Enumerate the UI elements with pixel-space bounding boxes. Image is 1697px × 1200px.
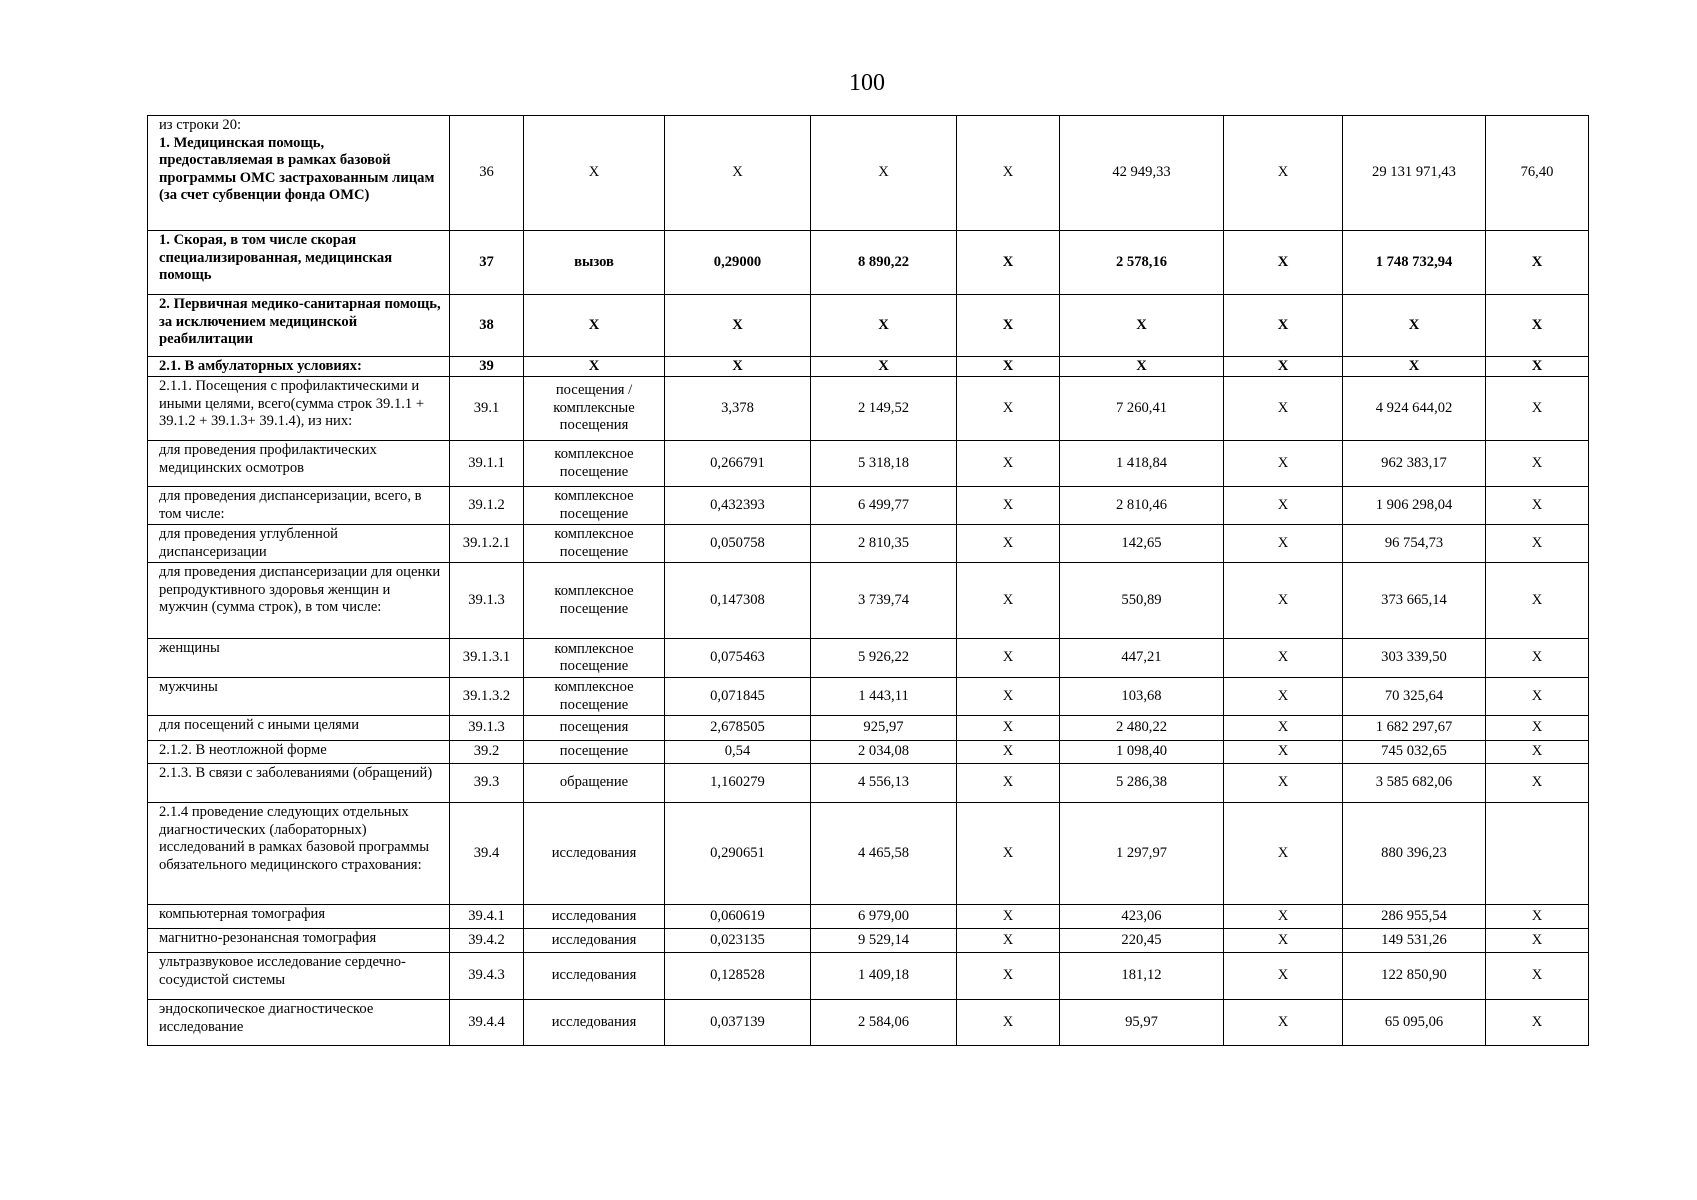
x-cell-a: Х xyxy=(957,441,1060,487)
cost-norm-cell: 1 409,18 xyxy=(811,953,957,1000)
data-table xyxy=(147,115,1589,1046)
cost-norm-cell: Х xyxy=(811,116,957,231)
share-cell: Х xyxy=(1486,764,1589,803)
share-cell: Х xyxy=(1486,953,1589,1000)
row-label-cell: мужчины xyxy=(148,678,450,716)
per-capita-cell: 1 418,84 xyxy=(1060,441,1224,487)
cost-norm-cell: 2 149,52 xyxy=(811,377,957,441)
total-cost-cell: 70 325,64 xyxy=(1343,678,1486,716)
row-number-cell: 39.4 xyxy=(450,803,524,905)
total-cost-cell: 96 754,73 xyxy=(1343,525,1486,563)
cost-norm-cell: 925,97 xyxy=(811,716,957,741)
x-cell-b: Х xyxy=(1224,231,1343,295)
row-label-cell: 2.1. В амбулаторных условиях: xyxy=(148,357,450,377)
per-capita-cell: 1 297,97 xyxy=(1060,803,1224,905)
total-cost-cell: 1 748 732,94 xyxy=(1343,231,1486,295)
row-label-cell: для посещений с иными целями xyxy=(148,716,450,741)
total-cost-cell: 303 339,50 xyxy=(1343,639,1486,678)
total-cost-cell: Х xyxy=(1343,295,1486,357)
total-cost-cell: Х xyxy=(1343,357,1486,377)
row-number-cell: 39.1.1 xyxy=(450,441,524,487)
total-cost-cell: 880 396,23 xyxy=(1343,803,1486,905)
volume-norm-cell: 0,023135 xyxy=(665,929,811,953)
table-row xyxy=(148,295,1589,357)
row-number-cell: 39.1.3 xyxy=(450,563,524,639)
row-label-cell: ультразвуковое исследование сердечно-сосудистой системы xyxy=(148,953,450,1000)
volume-norm-cell: 0,037139 xyxy=(665,1000,811,1046)
row-label-cell: эндоскопическое диагностическое исследование xyxy=(148,1000,450,1046)
x-cell-a: Х xyxy=(957,295,1060,357)
table-row xyxy=(148,116,1589,231)
unit-cell: комплексное посещение xyxy=(524,525,665,563)
unit-cell: комплексное посещение xyxy=(524,487,665,525)
share-cell xyxy=(1486,803,1589,905)
share-cell: Х xyxy=(1486,525,1589,563)
x-cell-b: Х xyxy=(1224,803,1343,905)
unit-cell: исследования xyxy=(524,1000,665,1046)
x-cell-a: Х xyxy=(957,803,1060,905)
x-cell-a: Х xyxy=(957,741,1060,764)
per-capita-cell: 550,89 xyxy=(1060,563,1224,639)
table-row xyxy=(148,639,1589,678)
per-capita-cell: 95,97 xyxy=(1060,1000,1224,1046)
per-capita-cell: 220,45 xyxy=(1060,929,1224,953)
total-cost-cell: 286 955,54 xyxy=(1343,905,1486,929)
per-capita-cell: Х xyxy=(1060,295,1224,357)
share-cell: Х xyxy=(1486,639,1589,678)
row-number-cell: 36 xyxy=(450,116,524,231)
unit-cell: комплексное посещение xyxy=(524,563,665,639)
x-cell-b: Х xyxy=(1224,487,1343,525)
x-cell-b: Х xyxy=(1224,953,1343,1000)
cost-norm-cell: 2 810,35 xyxy=(811,525,957,563)
row-number-cell: 38 xyxy=(450,295,524,357)
volume-norm-cell: 0,147308 xyxy=(665,563,811,639)
row-number-cell: 39.4.3 xyxy=(450,953,524,1000)
x-cell-b: Х xyxy=(1224,1000,1343,1046)
share-cell: Х xyxy=(1486,441,1589,487)
share-cell: Х xyxy=(1486,929,1589,953)
total-cost-cell: 122 850,90 xyxy=(1343,953,1486,1000)
volume-norm-cell: 0,128528 xyxy=(665,953,811,1000)
volume-norm-cell: 1,160279 xyxy=(665,764,811,803)
per-capita-cell: 2 578,16 xyxy=(1060,231,1224,295)
unit-cell: комплексное посещение xyxy=(524,639,665,678)
unit-cell: комплексное посещение xyxy=(524,678,665,716)
unit-cell: Х xyxy=(524,295,665,357)
x-cell-b: Х xyxy=(1224,764,1343,803)
per-capita-cell: 103,68 xyxy=(1060,678,1224,716)
share-cell: 76,40 xyxy=(1486,116,1589,231)
total-cost-cell: 149 531,26 xyxy=(1343,929,1486,953)
page-number: 100 xyxy=(849,70,885,96)
row-number-cell: 39.1.3 xyxy=(450,716,524,741)
x-cell-b: Х xyxy=(1224,357,1343,377)
cost-norm-cell: 6 979,00 xyxy=(811,905,957,929)
cost-norm-cell: 1 443,11 xyxy=(811,678,957,716)
volume-norm-cell: 0,075463 xyxy=(665,639,811,678)
share-cell: Х xyxy=(1486,678,1589,716)
per-capita-cell: 2 810,46 xyxy=(1060,487,1224,525)
x-cell-a: Х xyxy=(957,953,1060,1000)
unit-cell: Х xyxy=(524,116,665,231)
total-cost-cell: 4 924 644,02 xyxy=(1343,377,1486,441)
unit-cell: исследования xyxy=(524,803,665,905)
row-number-cell: 39.1.2.1 xyxy=(450,525,524,563)
x-cell-b: Х xyxy=(1224,377,1343,441)
unit-cell: исследования xyxy=(524,905,665,929)
volume-norm-cell: 0,54 xyxy=(665,741,811,764)
total-cost-cell: 1 906 298,04 xyxy=(1343,487,1486,525)
row-label-cell: 2.1.4 проведение следующих отдельных диагностических (лабораторных) исследований в рамках базовой программы обязательного медицинского страхования: xyxy=(148,803,450,905)
per-capita-cell: 42 949,33 xyxy=(1060,116,1224,231)
table-row xyxy=(148,525,1589,563)
table-row xyxy=(148,377,1589,441)
x-cell-a: Х xyxy=(957,764,1060,803)
cost-norm-cell: 8 890,22 xyxy=(811,231,957,295)
table-row xyxy=(148,716,1589,741)
unit-cell: Х xyxy=(524,357,665,377)
share-cell: Х xyxy=(1486,1000,1589,1046)
row-number-cell: 39.4.2 xyxy=(450,929,524,953)
row-label-cell: 2.1.3. В связи с заболеваниями (обращений) xyxy=(148,764,450,803)
per-capita-cell: Х xyxy=(1060,357,1224,377)
total-cost-cell: 1 682 297,67 xyxy=(1343,716,1486,741)
table-row xyxy=(148,741,1589,764)
x-cell-b: Х xyxy=(1224,678,1343,716)
table-row xyxy=(148,357,1589,377)
x-cell-b: Х xyxy=(1224,639,1343,678)
volume-norm-cell: 2,678505 xyxy=(665,716,811,741)
x-cell-a: Х xyxy=(957,487,1060,525)
volume-norm-cell: Х xyxy=(665,295,811,357)
row-number-cell: 39.1 xyxy=(450,377,524,441)
x-cell-a: Х xyxy=(957,639,1060,678)
x-cell-a: Х xyxy=(957,563,1060,639)
row-label-cell: женщины xyxy=(148,639,450,678)
share-cell: Х xyxy=(1486,487,1589,525)
cost-norm-cell: Х xyxy=(811,295,957,357)
volume-norm-cell: Х xyxy=(665,116,811,231)
row-number-cell: 39.1.2 xyxy=(450,487,524,525)
x-cell-a: Х xyxy=(957,231,1060,295)
volume-norm-cell: 0,071845 xyxy=(665,678,811,716)
x-cell-a: Х xyxy=(957,929,1060,953)
cost-norm-cell: 4 556,13 xyxy=(811,764,957,803)
unit-cell: посещение xyxy=(524,741,665,764)
x-cell-b: Х xyxy=(1224,563,1343,639)
volume-norm-cell: 0,432393 xyxy=(665,487,811,525)
x-cell-a: Х xyxy=(957,377,1060,441)
cost-norm-cell: 2 584,06 xyxy=(811,1000,957,1046)
row-number-cell: 39.2 xyxy=(450,741,524,764)
cost-norm-cell: Х xyxy=(811,357,957,377)
row-number-cell: 39.4.1 xyxy=(450,905,524,929)
share-cell: Х xyxy=(1486,741,1589,764)
cost-norm-cell: 6 499,77 xyxy=(811,487,957,525)
per-capita-cell: 5 286,38 xyxy=(1060,764,1224,803)
row-label-cell: для проведения профилактических медицинских осмотров xyxy=(148,441,450,487)
x-cell-b: Х xyxy=(1224,741,1343,764)
row-label-cell: 2.1.1. Посещения с профилактическими и иными целями, всего(сумма строк 39.1.1 + 39.1.2 + 39.1.3+ 39.1.4), из них: xyxy=(148,377,450,441)
table-row xyxy=(148,929,1589,953)
x-cell-a: Х xyxy=(957,116,1060,231)
row-label-cell: 2. Первичная медико-санитарная помощь, за исключением медицинской реабилитации xyxy=(148,295,450,357)
row-label-cell: для проведения диспансеризации, всего, в том числе: xyxy=(148,487,450,525)
volume-norm-cell: 0,290651 xyxy=(665,803,811,905)
x-cell-a: Х xyxy=(957,716,1060,741)
table-row xyxy=(148,953,1589,1000)
table-row xyxy=(148,803,1589,905)
cost-norm-cell: 2 034,08 xyxy=(811,741,957,764)
per-capita-cell: 142,65 xyxy=(1060,525,1224,563)
share-cell: Х xyxy=(1486,563,1589,639)
volume-norm-cell: 3,378 xyxy=(665,377,811,441)
per-capita-cell: 447,21 xyxy=(1060,639,1224,678)
unit-cell: комплексное посещение xyxy=(524,441,665,487)
x-cell-a: Х xyxy=(957,525,1060,563)
share-cell: Х xyxy=(1486,377,1589,441)
cost-norm-cell: 5 926,22 xyxy=(811,639,957,678)
x-cell-b: Х xyxy=(1224,295,1343,357)
cost-norm-cell: 5 318,18 xyxy=(811,441,957,487)
row-number-cell: 39.1.3.2 xyxy=(450,678,524,716)
share-cell: Х xyxy=(1486,231,1589,295)
per-capita-cell: 181,12 xyxy=(1060,953,1224,1000)
x-cell-a: Х xyxy=(957,1000,1060,1046)
unit-cell: вызов xyxy=(524,231,665,295)
share-cell: Х xyxy=(1486,905,1589,929)
table-row xyxy=(148,905,1589,929)
x-cell-a: Х xyxy=(957,905,1060,929)
row-label-text: 1. Медицинская помощь, предоставляемая в рамках базовой программы ОМС застрахованным лицам (за счет субвенции фонда ОМС) xyxy=(159,134,435,203)
total-cost-cell: 3 585 682,06 xyxy=(1343,764,1486,803)
row-label-cell: 2.1.2. В неотложной форме xyxy=(148,741,450,764)
table-row xyxy=(148,231,1589,295)
unit-cell: посещения / комплексные посещения xyxy=(524,377,665,441)
volume-norm-cell: 0,060619 xyxy=(665,905,811,929)
volume-norm-cell: Х xyxy=(665,357,811,377)
row-number-cell: 39.4.4 xyxy=(450,1000,524,1046)
x-cell-b: Х xyxy=(1224,116,1343,231)
volume-norm-cell: 0,050758 xyxy=(665,525,811,563)
cost-norm-cell: 4 465,58 xyxy=(811,803,957,905)
share-cell: Х xyxy=(1486,357,1589,377)
x-cell-b: Х xyxy=(1224,525,1343,563)
cost-norm-cell: 9 529,14 xyxy=(811,929,957,953)
total-cost-cell: 29 131 971,43 xyxy=(1343,116,1486,231)
unit-cell: исследования xyxy=(524,929,665,953)
total-cost-cell: 745 032,65 xyxy=(1343,741,1486,764)
row-number-cell: 39.1.3.1 xyxy=(450,639,524,678)
x-cell-a: Х xyxy=(957,678,1060,716)
total-cost-cell: 373 665,14 xyxy=(1343,563,1486,639)
share-cell: Х xyxy=(1486,295,1589,357)
table-row xyxy=(148,1000,1589,1046)
x-cell-b: Х xyxy=(1224,929,1343,953)
row-number-cell: 39 xyxy=(450,357,524,377)
row-label-cell xyxy=(148,116,450,231)
total-cost-cell: 962 383,17 xyxy=(1343,441,1486,487)
x-cell-b: Х xyxy=(1224,905,1343,929)
row-label-cell: компьютерная томография xyxy=(148,905,450,929)
row-label-cell: для проведения углубленной диспансеризации xyxy=(148,525,450,563)
unit-cell: обращение xyxy=(524,764,665,803)
row-label-cell: 1. Скорая, в том числе скорая специализированная, медицинская помощь xyxy=(148,231,450,295)
per-capita-cell: 2 480,22 xyxy=(1060,716,1224,741)
cost-norm-cell: 3 739,74 xyxy=(811,563,957,639)
row-number-cell: 37 xyxy=(450,231,524,295)
table-row xyxy=(148,764,1589,803)
row-label-cell: для проведения диспансеризации для оценки репродуктивного здоровья женщин и мужчин (сумма строк), в том числе: xyxy=(148,563,450,639)
share-cell: Х xyxy=(1486,716,1589,741)
per-capita-cell: 423,06 xyxy=(1060,905,1224,929)
table-row xyxy=(148,487,1589,525)
table-row xyxy=(148,563,1589,639)
volume-norm-cell: 0,266791 xyxy=(665,441,811,487)
per-capita-cell: 7 260,41 xyxy=(1060,377,1224,441)
x-cell-b: Х xyxy=(1224,441,1343,487)
unit-cell: исследования xyxy=(524,953,665,1000)
x-cell-a: Х xyxy=(957,357,1060,377)
x-cell-b: Х xyxy=(1224,716,1343,741)
volume-norm-cell: 0,29000 xyxy=(665,231,811,295)
row-label-cell: магнитно-резонансная томография xyxy=(148,929,450,953)
table-row xyxy=(148,678,1589,716)
table-row xyxy=(148,441,1589,487)
row-number-cell: 39.3 xyxy=(450,764,524,803)
per-capita-cell: 1 098,40 xyxy=(1060,741,1224,764)
row-intro-text: из строки 20: xyxy=(159,117,242,133)
unit-cell: посещения xyxy=(524,716,665,741)
total-cost-cell: 65 095,06 xyxy=(1343,1000,1486,1046)
